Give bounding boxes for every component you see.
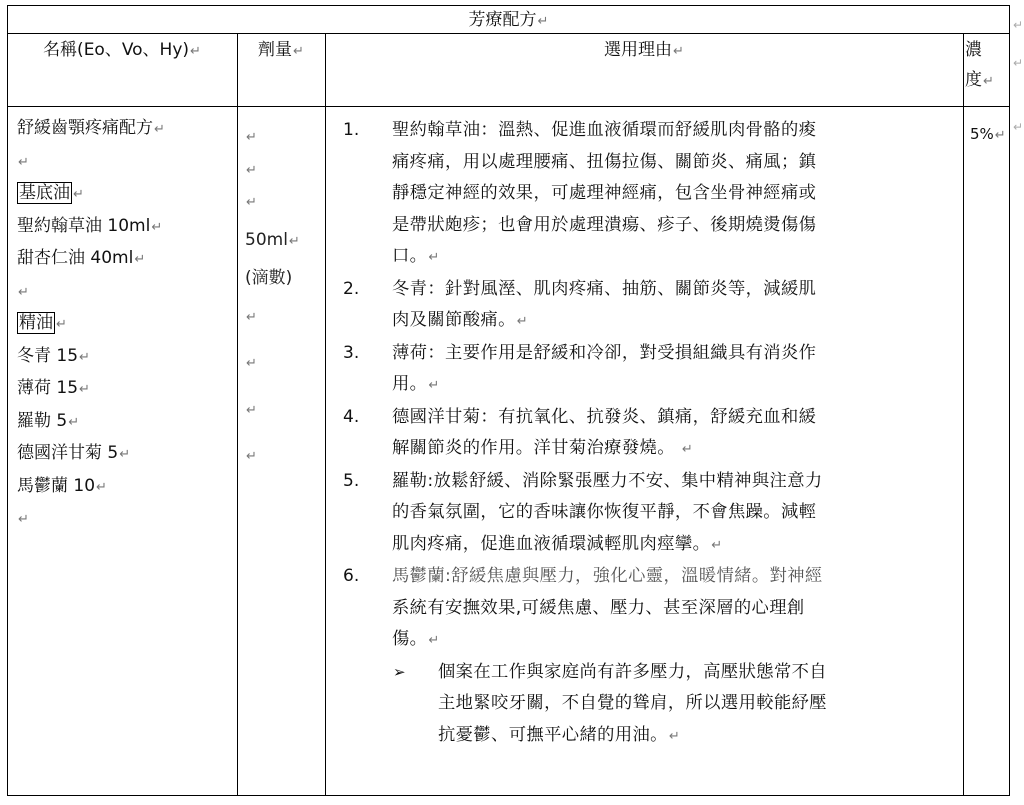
header-dose-text: 劑量 [258,40,293,60]
essential-oil-label: 精油 [19,313,53,333]
reason-line: 德國洋甘菊：有抗氧化、抗發炎、鎮痛，舒緩充血和緩 [392,406,817,427]
header-conc-line1: 濃 [965,40,982,60]
reason-line: 傷。 [392,629,428,649]
case-note-line: 個案在工作與家庭尚有許多壓力，高壓狀態常不自 [438,661,827,682]
aromatherapy-table [7,5,1010,796]
paragraph-mark: ↵ [681,442,694,457]
reason-number: 3. [343,342,360,363]
reason-number: 4. [343,406,360,427]
reason-line: 痛疼痛，用以處理腰痛、扭傷拉傷、關節炎、痛風；鎮 [392,151,817,172]
paragraph-mark: ↵ [18,512,29,527]
essential-oil-item: 冬青 15 [17,345,79,366]
paragraph-mark: ↵ [79,349,90,365]
paragraph-mark: ↵ [246,309,257,325]
reason-line: 用。 [392,374,428,394]
reason-item [331,338,971,402]
paragraph-mark: ↵ [151,219,163,235]
dose-total: 50ml [245,229,288,250]
paragraph-mark: ↵ [246,162,257,178]
paragraph-mark: ↵ [246,130,257,145]
reason-line: 是帶狀皰疹；也會用於處理潰瘍、疹子、後期燒燙傷傷 [392,214,817,235]
table-bottom-border [7,795,1010,796]
header-name [7,35,237,67]
header-name-text: 名稱(Eo、Vo、Hy) [43,40,190,60]
paragraph-mark: ↵ [516,314,529,329]
reason-line: 口。 [392,246,428,266]
paragraph-mark: ↵ [79,382,90,397]
paragraph-mark: ↵ [68,414,80,430]
row-end-mark: ↵ [1013,18,1024,32]
paragraph-mark: ↵ [428,250,440,265]
reason-number: 2. [343,278,360,299]
title-bottom-border [7,33,1010,34]
name-column [17,113,235,536]
reason-line: 靜穩定神經的效果，可處理神經痛，包含坐骨神經痛或 [392,183,817,203]
base-oil-item: 甜杏仁油 40ml [17,248,134,268]
paragraph-mark: ↵ [246,402,257,418]
reason-line: 解關節炎的作用。洋甘菊治療發燒。 [392,438,675,458]
table-title-text: 芳療配方 [468,10,537,30]
reason-item [331,466,971,562]
reason-line: 系統有安撫效果,可緩焦慮、壓力、甚至深層的心理創 [392,597,805,618]
base-oil-label: 基底油 [19,183,70,203]
reason-line: 馬鬱蘭:舒緩焦慮與壓力，強化心靈，溫暖情緒。對神經 [392,566,823,586]
paragraph-mark: ↵ [673,44,684,59]
table-left-border [7,5,8,796]
header-dose [237,35,325,67]
paragraph-mark: ↵ [56,317,67,332]
concentration-value: 5% [970,125,994,143]
reason-item [331,402,971,466]
essential-oil-item: 羅勒 5 [17,410,68,431]
reason-number: 6. [343,566,360,586]
reason-line: 冬青：針對風溼、肌肉疼痛、抽筋、關節炎等，減緩肌 [392,278,817,299]
paragraph-mark: ↵ [428,633,440,648]
reason-line: 聖約翰草油：溫熱、促進血液循環而舒緩肌肉骨骼的痠 [392,120,817,140]
reason-line: 薄荷：主要作用是舒緩和冷卻，對受損組織具有消炎作 [392,342,817,363]
paragraph-mark: ↵ [288,233,300,249]
paragraph-mark: ↵ [154,122,165,137]
table-right-border [1009,5,1010,796]
paragraph-mark: ↵ [711,537,723,553]
arrow-bullet-icon: ➢ [393,662,406,681]
row-end-mark: ↵ [1013,120,1024,134]
paragraph-mark: ↵ [994,128,1006,143]
header-concentration [965,35,1009,97]
reason-number: 5. [343,470,360,491]
paragraph-mark: ↵ [190,44,201,59]
paragraph-mark: ↵ [119,447,131,462]
paragraph-mark: ↵ [134,252,146,267]
reason-line: 羅勒:放鬆舒緩、消除緊張壓力不安、集中精神與注意力 [392,470,823,491]
paragraph-mark: ↵ [246,449,257,464]
essential-oil-item: 馬鬱蘭 10 [17,475,96,496]
reason-item [331,274,971,338]
reason-number: 1. [343,120,360,140]
reason-item [331,561,971,657]
reason-line: 肌肉疼痛，促進血液循環減輕肌肉痙攣。 [392,533,711,554]
reason-line: 的香氣氛圍，它的香味讓你恢復平靜，不會焦躁。減輕 [392,502,817,522]
header-bottom-border [7,106,1010,107]
header-reason [325,35,963,67]
dose-column [245,121,325,473]
base-oil-item: 聖約翰草油 10ml [17,215,151,236]
table-title [7,5,1010,33]
case-note-line: 主地緊咬牙關，不自覺的聳肩，所以選用較能紓壓 [438,693,827,713]
reason-list [331,115,971,752]
paragraph-mark: ↵ [668,728,681,744]
paragraph-mark: ↵ [246,195,257,210]
reason-line: 肉及關節酸痛。 [392,310,516,330]
paragraph-mark: ↵ [246,356,257,371]
col-divider-name [237,33,238,796]
dose-unit-note: (滴數) [245,268,293,288]
paragraph-mark: ↵ [18,154,29,170]
row-end-mark: ↵ [1013,56,1024,70]
header-conc-line2: 度 [965,70,982,90]
paragraph-mark: ↵ [983,74,994,89]
paragraph-mark: ↵ [293,44,304,59]
essential-oil-item: 德國洋甘菊 5 [17,443,119,463]
col-divider-dose [325,33,326,796]
paragraph-mark: ↵ [428,378,440,393]
paragraph-mark: ↵ [537,14,549,29]
case-note-line: 抗憂鬱、可撫平心緒的用油。 [438,724,668,745]
formula-name: 舒緩齒顎疼痛配方 [17,118,153,138]
paragraph-mark: ↵ [73,187,84,202]
paragraph-mark: ↵ [18,284,29,300]
reason-item [331,115,971,274]
header-reason-text: 選用理由 [604,40,673,60]
paragraph-mark: ↵ [96,479,107,495]
case-note [331,657,971,753]
essential-oil-item: 薄荷 15 [17,378,79,398]
concentration-cell [970,121,1006,149]
